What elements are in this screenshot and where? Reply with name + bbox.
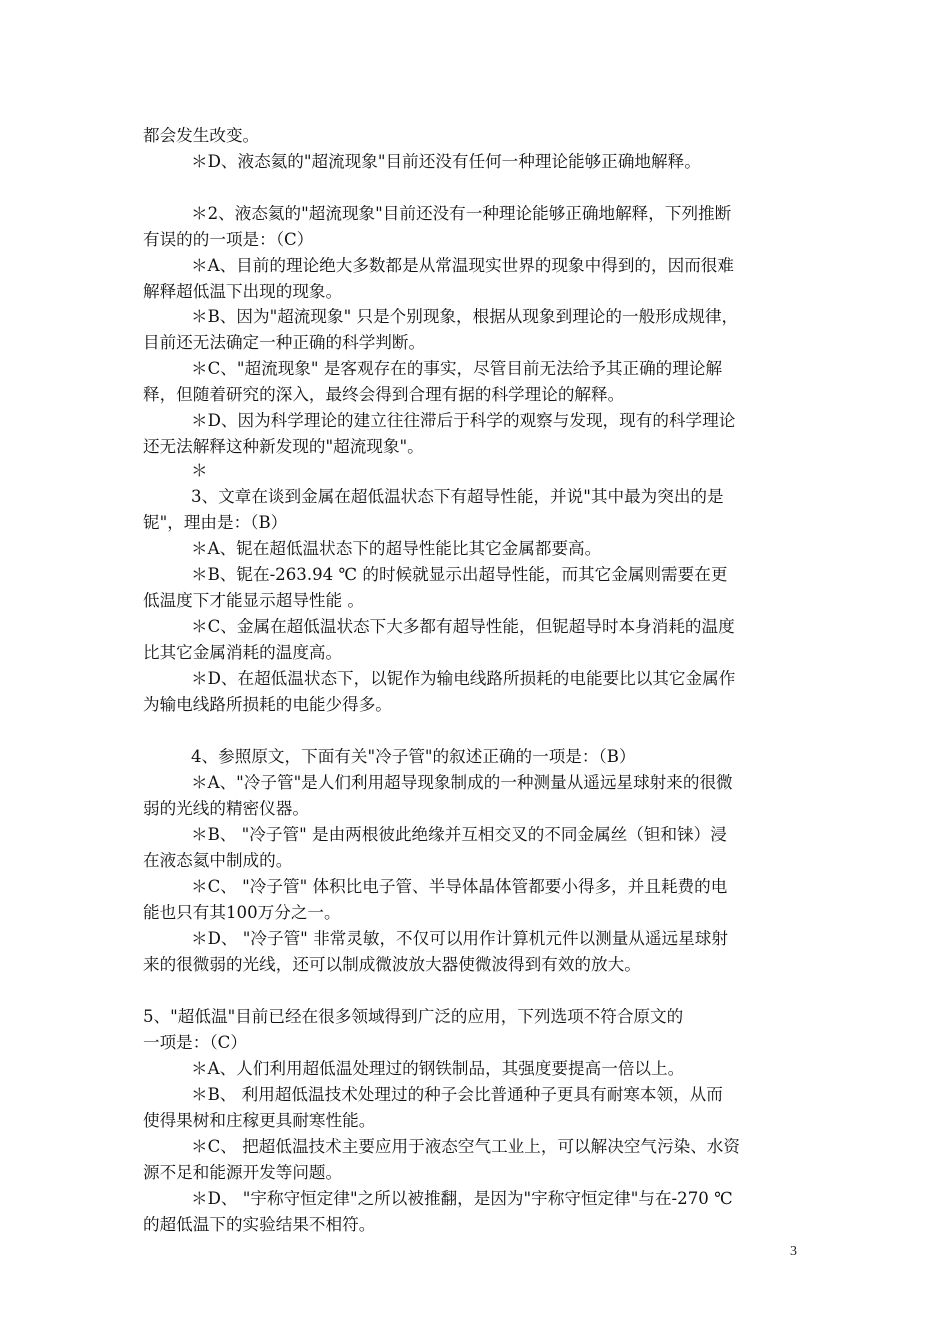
- text-line: 铌"，理由是：（B）: [143, 513, 288, 532]
- question-4-stem: 4、参照原文，下面有关"冷子管"的叙述正确的一项是：（B）: [191, 747, 636, 766]
- option-d: ＊D、因为科学理论的建立往往滞后于科学的观察与发现，现有的科学理论: [191, 411, 736, 430]
- text-line: 在液态氦中制成的。: [143, 851, 293, 870]
- option-d: ＊D、 "宇称守恒定律"之所以被推翻，是因为"宇称守恒定律"与在-270 ℃: [191, 1189, 733, 1208]
- text-line: 解释超低温下出现的现象。: [143, 282, 343, 301]
- question-5-stem: 5、"超低温"目前已经在很多领域得到广泛的应用，下列选项不符合原文的: [143, 1007, 684, 1026]
- option-d: ＊D、在超低温状态下，以铌作为输电线路所损耗的电能要比以其它金属作: [191, 669, 736, 688]
- text-line: 还无法解释这种新发现的"超流现象"。: [143, 437, 424, 456]
- option-c: ＊C、 "冷子管" 体积比电子管、半导体晶体管都要小得多，并且耗费的电: [191, 877, 728, 896]
- text-line: 低温度下才能显示超导性能 。: [143, 591, 364, 610]
- option-b: ＊B、 "冷子管" 是由两根彼此绝缘并互相交叉的不同金属丝（钽和铼）浸: [191, 825, 727, 844]
- option-a: ＊A、目前的理论绝大多数都是从常温现实世界的现象中得到的，因而很难: [191, 256, 734, 275]
- text-line: 都会发生改变。: [143, 126, 260, 145]
- question-2-stem: ＊2、液态氦的"超流现象"目前还没有一种理论能够正确地解释，下列推断: [191, 204, 732, 223]
- text-line: 弱的光线的精密仪器。: [143, 799, 309, 818]
- option-a: ＊A、人们利用超低温处理过的钢铁制品，其强度要提高一倍以上。: [191, 1059, 685, 1078]
- text-line: 能也只有其100万分之一。: [143, 903, 341, 922]
- question-3-stem: 3、文章在谈到金属在超低温状态下有超导性能，并说"其中最为突出的是: [191, 487, 724, 506]
- text-line: ＊D、液态氦的"超流现象"目前还没有任何一种理论能够正确地解释。: [191, 152, 701, 171]
- text-line: 源不足和能源开发等问题。: [143, 1163, 343, 1182]
- text-line: 使得果树和庄稼更具耐寒性能。: [143, 1111, 376, 1130]
- option-b: ＊B、铌在-263.94 ℃ 的时候就显示出超导性能，而其它金属则需要在更: [191, 565, 728, 584]
- option-a: ＊A、"冷子管"是人们利用超导现象制成的一种测量从遥远星球射来的很微: [191, 773, 733, 792]
- page-number: 3: [790, 1244, 797, 1259]
- option-c: ＊C、金属在超低温状态下大多都有超导性能，但铌超导时本身消耗的温度: [191, 617, 735, 636]
- text-line: 为输电线路所损耗的电能少得多。: [143, 695, 392, 714]
- text-line: 的超低温下的实验结果不相符。: [143, 1215, 376, 1234]
- option-b: ＊B、因为"超流现象" 只是个别现象，根据从现象到理论的一般形成规律，: [191, 307, 739, 326]
- text-line: 有误的的一项是：（C）: [143, 230, 314, 249]
- text-line: 来的很微弱的光线，还可以制成微波放大器使微波得到有效的放大。: [143, 955, 641, 974]
- option-d: ＊D、 "冷子管" 非常灵敏，不仅可以用作计算机元件以测量从遥远星球射: [191, 929, 728, 948]
- text-line: ＊: [191, 461, 208, 480]
- text-line: 比其它金属消耗的温度高。: [143, 643, 343, 662]
- option-a: ＊A、铌在超低温状态下的超导性能比其它金属都要高。: [191, 539, 602, 558]
- option-b: ＊B、 利用超低温技术处理过的种子会比普通种子更具有耐寒本领，从而: [191, 1085, 723, 1104]
- text-line: 目前还无法确定一种正确的科学判断。: [143, 333, 426, 352]
- text-line: 释，但随着研究的深入，最终会得到合理有据的科学理论的解释。: [143, 385, 625, 404]
- text-line: 一项是：（C）: [143, 1033, 247, 1052]
- option-c: ＊C、"超流现象" 是客观存在的事实，尽管目前无法给予其正确的理论解: [191, 359, 723, 378]
- option-c: ＊C、 把超低温技术主要应用于液态空气工业上，可以解决空气污染、水资: [191, 1137, 740, 1156]
